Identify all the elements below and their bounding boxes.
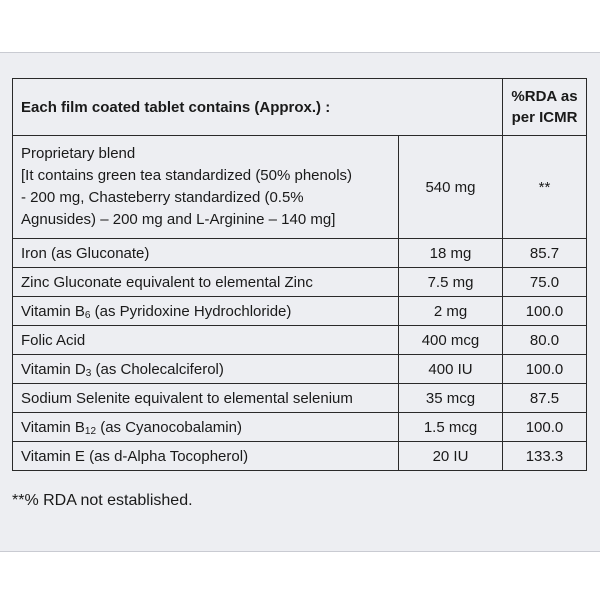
table-row (13, 355, 587, 384)
footnote: **% RDA not established. (12, 492, 193, 509)
blend-line: Agnusides) – 200 mg and L-Arginine – 140 mg] (21, 211, 336, 228)
ingredient-rda: 100.0 (503, 413, 587, 442)
blend-line: [It contains green tea standardized (50% phenols) (21, 167, 353, 184)
blend-description (13, 136, 399, 239)
ingredient-amount: 7.5 mg (399, 268, 503, 297)
ingredient-amount: 400 IU (399, 355, 503, 384)
table-row (13, 442, 587, 471)
blend-amount: 540 mg (399, 136, 503, 239)
blend-line: - 200 mg, Chasteberry standardized (0.5% (21, 189, 304, 206)
table-row (13, 413, 587, 442)
table-row (13, 239, 587, 268)
table-row (13, 326, 587, 355)
ingredient-amount: 35 mcg (399, 384, 503, 413)
ingredient-amount: 18 mg (399, 239, 503, 268)
rda-header-line1: %RDA as (511, 88, 578, 105)
ingredient-amount: 400 mcg (399, 326, 503, 355)
ingredient-amount: 2 mg (399, 297, 503, 326)
ingredient-rda: 85.7 (503, 239, 587, 268)
table-row (13, 268, 587, 297)
rda-header (503, 79, 587, 136)
ingredient-rda: 133.3 (503, 442, 587, 471)
ingredient-name: Sodium Selenite equivalent to elemental selenium (13, 384, 399, 413)
ingredient-name: Vitamin $D_3$ (as Cholecalciferol) (13, 355, 399, 384)
ingredient-amount: 20 IU (399, 442, 503, 471)
blend-rda: ** (503, 136, 587, 239)
ingredient-name: Vitamin E (as d-Alpha Tocopherol) (13, 442, 399, 471)
supplement-facts-table (12, 78, 587, 471)
ingredient-rda: 80.0 (503, 326, 587, 355)
table-header-row (13, 79, 587, 136)
table-row (13, 297, 587, 326)
ingredient-name: Folic Acid (13, 326, 399, 355)
ingredient-rda: 87.5 (503, 384, 587, 413)
ingredient-name: Zinc Gluconate equivalent to elemental Zinc (13, 268, 399, 297)
rda-header-line2: per ICMR (511, 109, 578, 126)
table-row-proprietary-blend (13, 136, 587, 239)
ingredient-name: Vitamin $B_6$ (as Pyridoxine Hydrochloride) (13, 297, 399, 326)
composition-header: Each film coated tablet contains (Approx.) : (13, 79, 503, 136)
ingredient-rda: 75.0 (503, 268, 587, 297)
ingredient-name: Iron (as Gluconate) (13, 239, 399, 268)
blend-line: Proprietary blend (21, 145, 136, 162)
ingredient-rda: 100.0 (503, 297, 587, 326)
ingredient-rda: 100.0 (503, 355, 587, 384)
ingredient-amount: 1.5 mcg (399, 413, 503, 442)
ingredient-name: Vitamin $B_{12}$ (as Cyanocobalamin) (13, 413, 399, 442)
table-row (13, 384, 587, 413)
